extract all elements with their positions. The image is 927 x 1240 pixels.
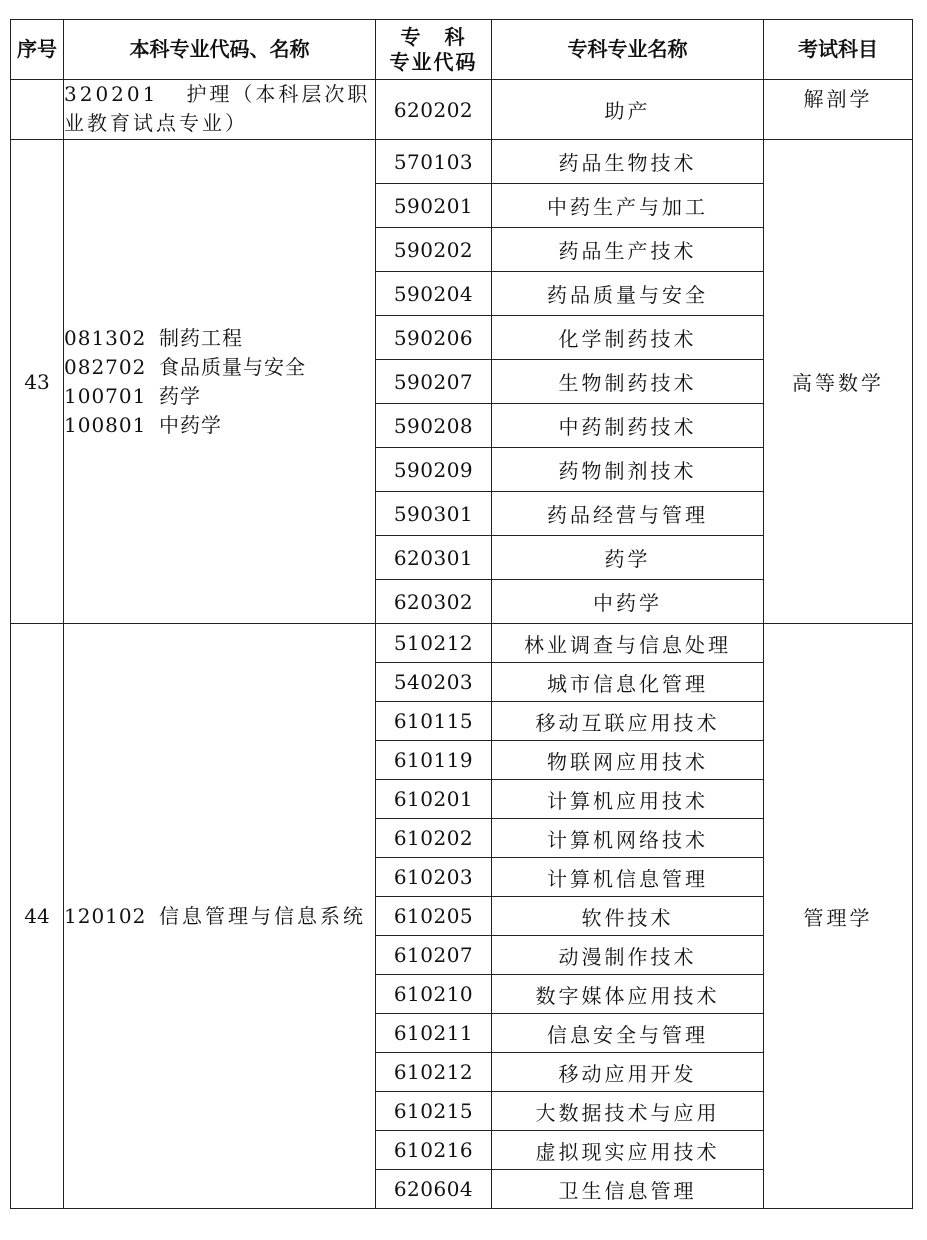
zk-name: 中药生产与加工 [492, 184, 764, 228]
group-seq: 43 [11, 140, 64, 624]
zk-name: 计算机应用技术 [492, 780, 764, 819]
undergrad-code: 100801 [64, 412, 147, 437]
zk-code: 590204 [376, 272, 492, 316]
undergrad-name: 药学 [159, 383, 201, 408]
undergrad-entry [64, 382, 375, 411]
zk-name: 软件技术 [492, 897, 764, 936]
zk-name: 中药制药技术 [492, 404, 764, 448]
zk-name: 中药学 [492, 580, 764, 624]
exam-subject: 解剖学 [764, 80, 913, 140]
table-row [11, 140, 913, 184]
zk-code: 610203 [376, 858, 492, 897]
undergrad-entry [64, 411, 375, 440]
zk-name: 药品生物技术 [492, 140, 764, 184]
zk-code: 590206 [376, 316, 492, 360]
zk-name: 药品生产技术 [492, 228, 764, 272]
undergrad-name: 食品质量与安全 [159, 354, 306, 379]
undergrad-cell [64, 80, 376, 140]
header-zk-code [376, 20, 492, 80]
group-seq: 44 [11, 624, 64, 1209]
zk-code: 590202 [376, 228, 492, 272]
zk-code: 620202 [376, 80, 492, 140]
zk-code: 610202 [376, 819, 492, 858]
exam-subject: 管理学 [764, 624, 913, 1209]
undergrad-cell [64, 140, 376, 624]
zk-code: 610210 [376, 975, 492, 1014]
header-seq: 序号 [11, 20, 64, 80]
zk-name: 虚拟现实应用技术 [492, 1131, 764, 1170]
zk-code: 590301 [376, 492, 492, 536]
undergrad-name: 中药学 [159, 412, 222, 437]
zk-name: 药品质量与安全 [492, 272, 764, 316]
zk-name: 计算机信息管理 [492, 858, 764, 897]
undergrad-code: 100701 [64, 383, 147, 408]
undergrad-code: 081302 [64, 325, 147, 350]
zk-name: 药学 [492, 536, 764, 580]
zk-name: 大数据技术与应用 [492, 1092, 764, 1131]
zk-code: 610211 [376, 1014, 492, 1053]
undergrad-code: 120102 [64, 903, 147, 928]
zk-code: 590208 [376, 404, 492, 448]
exam-subject: 高等数学 [764, 140, 913, 624]
zk-name: 药物制剂技术 [492, 448, 764, 492]
zk-code: 590201 [376, 184, 492, 228]
zk-code: 610205 [376, 897, 492, 936]
undergrad-code: 320201 [64, 82, 159, 106]
undergrad-name: 信息管理与信息系统 [159, 903, 366, 928]
header-zk-code-line2: 专业代码 [389, 49, 478, 74]
zk-name: 林业调查与信息处理 [492, 624, 764, 663]
zk-name: 助产 [492, 80, 764, 140]
zk-name: 城市信息化管理 [492, 663, 764, 702]
zk-name: 动漫制作技术 [492, 936, 764, 975]
zk-code: 620301 [376, 536, 492, 580]
undergrad-entry [64, 82, 370, 135]
undergrad-entry [64, 902, 375, 931]
zk-code: 610212 [376, 1053, 492, 1092]
zk-code: 620302 [376, 580, 492, 624]
zk-name: 计算机网络技术 [492, 819, 764, 858]
zk-name: 药品经营与管理 [492, 492, 764, 536]
zk-code: 610215 [376, 1092, 492, 1131]
header-exam: 考试科目 [764, 20, 913, 80]
header-zk-code-line1: 专 科 [400, 24, 467, 49]
table-row [11, 624, 913, 663]
undergrad-name: 制药工程 [159, 325, 243, 350]
zk-code: 590207 [376, 360, 492, 404]
zk-code: 610201 [376, 780, 492, 819]
undergrad-code: 082702 [64, 354, 147, 379]
zk-code: 540203 [376, 663, 492, 702]
zk-name: 移动互联应用技术 [492, 702, 764, 741]
zk-code: 610216 [376, 1131, 492, 1170]
zk-name: 生物制药技术 [492, 360, 764, 404]
zk-code: 610119 [376, 741, 492, 780]
zk-name: 移动应用开发 [492, 1053, 764, 1092]
zk-code: 610115 [376, 702, 492, 741]
zk-code: 620604 [376, 1170, 492, 1209]
zk-name: 信息安全与管理 [492, 1014, 764, 1053]
zk-name: 数字媒体应用技术 [492, 975, 764, 1014]
zk-code: 510212 [376, 624, 492, 663]
zk-name: 物联网应用技术 [492, 741, 764, 780]
undergrad-name: 护理（本科层次职业教育试点专业） [64, 82, 371, 135]
zk-code: 590209 [376, 448, 492, 492]
major-table [10, 19, 913, 1209]
zk-code: 570103 [376, 140, 492, 184]
undergrad-entry [64, 353, 375, 382]
zk-code: 610207 [376, 936, 492, 975]
header-zk-name: 专科专业名称 [492, 20, 764, 80]
undergrad-cell [64, 624, 376, 1209]
header-row [11, 20, 913, 80]
table-row [11, 80, 913, 140]
group-seq [11, 80, 64, 140]
zk-name: 卫生信息管理 [492, 1170, 764, 1209]
undergrad-entry [64, 324, 375, 353]
header-undergrad: 本科专业代码、名称 [64, 20, 376, 80]
zk-name: 化学制药技术 [492, 316, 764, 360]
